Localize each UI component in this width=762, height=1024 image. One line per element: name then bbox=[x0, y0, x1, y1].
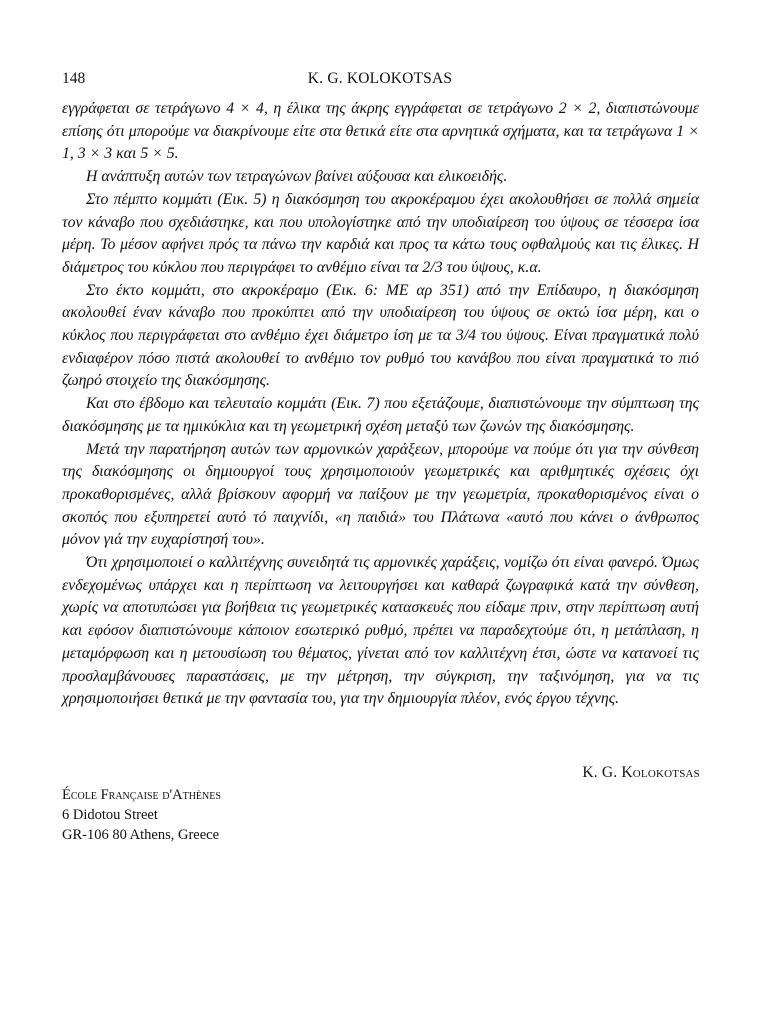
address-city: GR-106 80 Athens, Greece bbox=[62, 827, 220, 843]
paragraph: Η ανάπτυξη αυτών των τετραγώνων βαίνει αύξουσα και ελικοειδής. bbox=[86, 168, 508, 186]
paragraph: εγγράφεται σε τετράγωνο 4 × 4, η έλικα της άκρης εγγράφεται σε τετράγωνο 2 × 2, διαπιστώνουμε επίσης ότι μπορούμε να διακρίνουμε είτε στα θετικά είτε στα αρνητικά σχήματα, και τα τετράγωνα 1 × 1, 3 × 3 και 5 × 5. bbox=[62, 100, 699, 163]
running-title: K. G. KOLOKOTSAS bbox=[307, 70, 453, 87]
paragraph: Μετά την παρατήρηση αυτών των αρμονικών χαράξεων, μπορούμε να πούμε ότι για την σύνθεση της διακόσμησης οι δημιουργοί τους χρησιμοποιούν γεωμετρικές και αριθμητικές σχέσεις όχι προκαθορισμένες, αλλά βρίσκουν αφορμή να παίξουν με την γεωμετρία, προκαθορισμένος είναι ο σκοπός που εξυπηρετεί αυτό τό παιχνίδι, «η παιδιά» του Πλάτωνα «αυτό που κάνει ο άνθρωπος μόνον γιά την ευχαρίστησή του». bbox=[62, 440, 699, 549]
author-signature: K. G. Kolokotsas bbox=[582, 764, 700, 781]
article-body bbox=[62, 98, 699, 711]
running-head bbox=[62, 70, 698, 90]
paragraph: Στο έκτο κομμάτι, στο ακροκέραμο (Εικ. 6: ΜΕ αρ 351) από την Επίδαυρο, η διακόσμηση ακολουθεί έναν κάναβο που προκύπτει από την υποδιαίρεση του ύψους σε οκτώ ίσα μέρη, και ο κύκλος που περιγράφεται στο ανθέμιο έχει διάμετρο ίση με τα 3/4 του ύψους. Είναι πραγματικά πολύ ενδιαφέρον πόσο πιστά ακολουθεί το ανθέμιο τον ρυθμό του κανάβου που είναι πραγματικά το πιό ζωηρό στοιχείο της διακόσμησης. bbox=[62, 281, 699, 390]
author-address bbox=[62, 785, 221, 845]
paragraph: Στο πέμπτο κομμάτι (Εικ. 5) η διακόσμηση του ακροκέραμου έχει ακολουθήσει σε πολλά σημεία τον κάναβο που σχεδιάστηκε, και που υπολογίστηκε από την υποδιαίρεση του ύψους σε τέσσερα ίσα μέρη. Το μέσον αφήνει πρός τα πάνω την καρδιά και προς τα κάτω τους οφθαλμούς και τις έλικες. Η διάμετρος του κύκλου που περιγράφει το ανθέμιο είναι τα 2/3 του ύψους, κ.α. bbox=[62, 190, 699, 276]
address-street: 6 Didotou Street bbox=[62, 807, 158, 823]
paragraph: Και στο έβδομο και τελευταίο κομμάτι (Εικ. 7) που εξετάζουμε, διαπιστώνουμε την σύμπτωση της διακόσμησης με τα ημικύκλια και τη γεωμετρική σχέση μεταξύ των ζωνών της διακόσμησης. bbox=[62, 395, 699, 435]
page-number: 148 bbox=[62, 70, 86, 87]
paragraph: Ότι χρησιμοποιεί ο καλλιτέχνης συνειδητά τις αρμονικές χαράξεις, νομίζω ότι είναι φανερό. Όμως ενδεχομένως υπάρχει και η περίπτωση να λειτουργήσει και καθαρά ζωγραφικά κατά την σύνθεση, χωρίς να αποτυπώσει για βοήθεια τις γεωμετρικές κατασκευές που είδαμε πριν, στην περίπτωση αυτή και εφόσον διαπιστώνουμε κάποιον εσωτερικό ρυθμό, πρέπει να παραδεχτούμε ότι, η μετάπλαση, η μεταμόρφωση και η μετουσίωση του θέματος, γίνεται από τον καλλιτέχνη έτσι, ώστε να κατανοεί τις προσλαμβάνουσες παραστάσεις, με την μέτρηση, την σύγκριση, την ταξινόμηση, για να τις χρησιμοποιήσει θετικά με την φαντασία του, για την δημιουργία πλέον, ενός έργου τέχνης. bbox=[62, 554, 699, 708]
address-affiliation: École Française d'Athènes bbox=[62, 787, 221, 803]
